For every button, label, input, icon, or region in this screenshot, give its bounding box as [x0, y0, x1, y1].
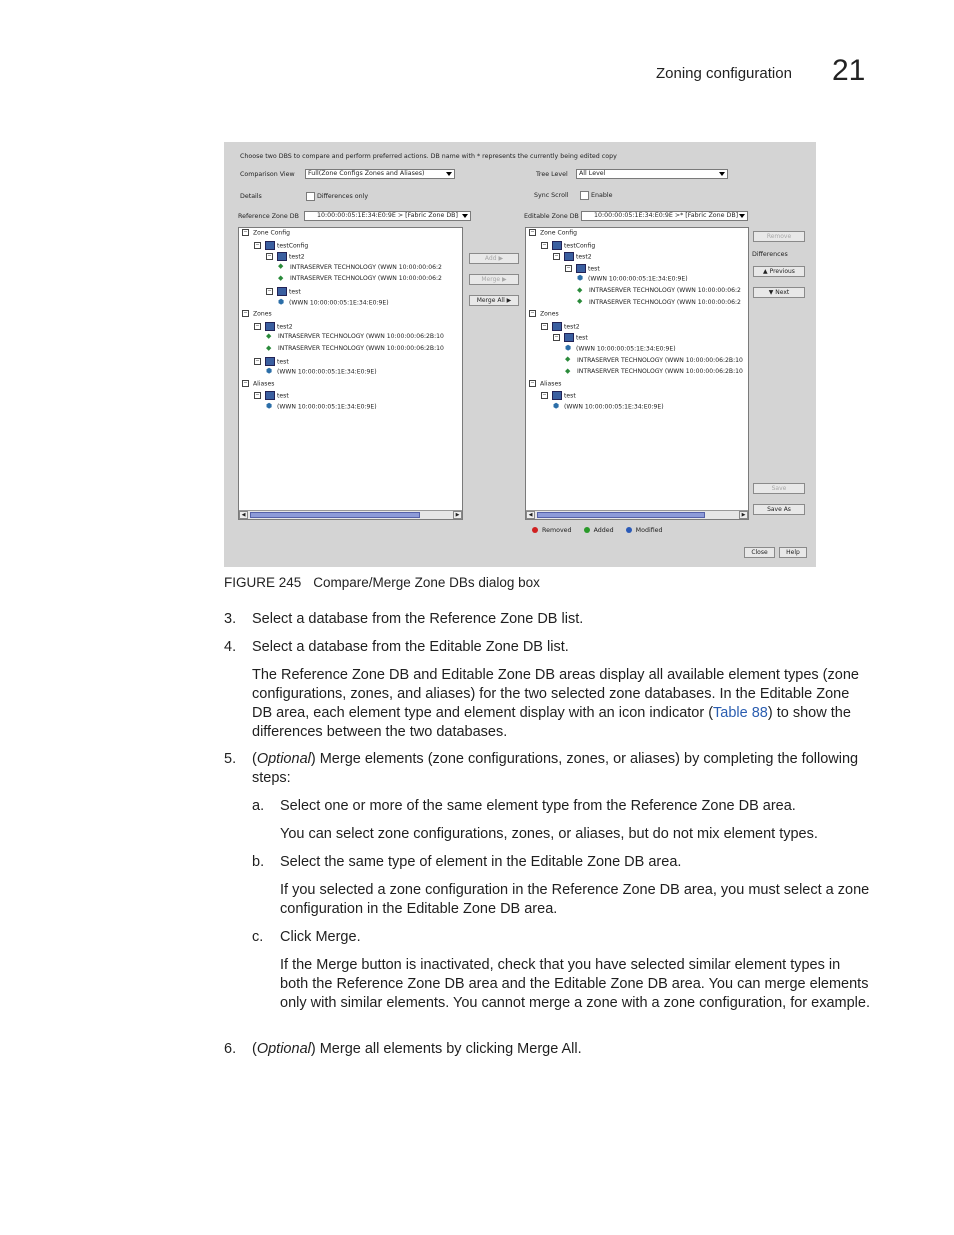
differences-only-label: Differences only	[317, 193, 369, 200]
reference-zone-tree[interactable]	[238, 227, 463, 520]
tree-node-label: (WWN 10:00:00:05:1E:34:E0:9E)	[277, 403, 377, 411]
collapse-icon[interactable]: −	[530, 379, 535, 386]
tree-node[interactable]	[254, 391, 289, 401]
port-icon: ⬢	[565, 344, 572, 352]
tree-node[interactable]	[254, 322, 293, 332]
tree-node-label: testConfig	[277, 242, 309, 250]
tree-node-label: test	[564, 392, 576, 400]
add-button[interactable]: Add ▶	[469, 253, 519, 264]
tree-node-label: Zones	[540, 310, 559, 318]
merge-all-button[interactable]: Merge All ▶	[469, 295, 519, 306]
tree-node[interactable]	[266, 287, 301, 297]
legend-added: Added	[593, 527, 614, 534]
figure-number: FIGURE 245	[224, 575, 302, 590]
differences-label: Differences	[752, 251, 788, 258]
scroll-left-icon[interactable]: ◀	[239, 511, 248, 519]
tree-node[interactable]	[577, 275, 688, 284]
collapse-icon[interactable]: −	[566, 264, 571, 271]
tree-node-label: Zones	[253, 310, 272, 318]
tree-node[interactable]	[529, 310, 559, 319]
tree-node-label: test	[576, 334, 588, 342]
step-4: Select a database from the Editable Zone DB list.	[252, 639, 569, 655]
editable-zone-db-label: Editable Zone DB	[524, 213, 579, 220]
device-icon: ◆	[278, 273, 284, 282]
zone-icon	[552, 391, 562, 400]
tree-node-label: INTRASERVER TECHNOLOGY (WWN 10:00:00:06:2B:10	[278, 333, 444, 341]
step-3: Select a database from the Reference Zone DB list.	[252, 611, 584, 627]
port-icon: ⬢	[266, 367, 273, 376]
tree-node-label: INTRASERVER TECHNOLOGY (WWN 10:00:00:06:2	[290, 275, 442, 283]
reference-tree-scrollbar[interactable]	[239, 510, 462, 519]
tree-node[interactable]	[278, 264, 442, 272]
editable-zone-db-select[interactable]	[581, 211, 748, 221]
editable-zone-db-value: 10:00:00:05:1E:34:E0:9E >* [Fabric Zone DB]	[594, 212, 739, 219]
step-b-note: If you selected a zone configuration in the Reference Zone DB area, you must select a zone configuration in the Editable Zone DB area.	[280, 882, 870, 917]
scroll-left-icon[interactable]: ◀	[526, 511, 535, 519]
tree-node[interactable]	[553, 252, 592, 262]
chevron-down-icon	[739, 214, 745, 218]
tree-node-label: INTRASERVER TECHNOLOGY (WWN 10:00:00:06:2	[589, 298, 741, 306]
tree-node[interactable]	[577, 287, 741, 295]
description-paragraph: The Reference Zone DB and Editable Zone DB areas display all available element types (zone configurations, zones, and aliases) for the two selected zone databases. In the Editable Zone DB area, each element type and element display with an icon indicator (Table 88) to show the differences between the two databases.	[252, 667, 859, 740]
tree-node[interactable]	[266, 252, 305, 262]
merge-button[interactable]: Merge ▶	[469, 274, 519, 285]
tree-node[interactable]	[254, 241, 308, 251]
reference-zone-db-value: 10:00:00:05:1E:34:E0:9E > [Fabric Zone DB]	[317, 212, 458, 219]
scroll-thumb[interactable]	[537, 512, 705, 518]
device-icon: ◆	[266, 331, 272, 340]
collapse-icon[interactable]: −	[267, 253, 272, 260]
table-88-link[interactable]: Table 88	[713, 705, 768, 721]
device-icon: ◆	[577, 297, 583, 306]
tree-node-label: Aliases	[540, 380, 562, 388]
step-c-number: c.	[252, 929, 264, 945]
collapse-icon[interactable]: −	[267, 288, 272, 294]
tree-node[interactable]	[242, 380, 274, 389]
tree-node-label: INTRASERVER TECHNOLOGY (WWN 10:00:00:06:2	[589, 287, 741, 294]
collapse-icon[interactable]: −	[530, 229, 535, 235]
tree-node[interactable]	[266, 345, 444, 353]
legend-modified: Modified	[635, 527, 663, 534]
tree-node-label: test	[277, 358, 289, 366]
zone-icon	[564, 252, 574, 261]
tree-node-label: test2	[277, 323, 293, 331]
tree-node-label: Aliases	[253, 380, 275, 388]
enable-label: Enable	[591, 192, 613, 199]
comparison-view-label: Comparison View	[240, 171, 295, 178]
tree-node-label: test2	[289, 253, 305, 261]
device-icon: ◆	[565, 366, 571, 375]
figure-title: Compare/Merge Zone DBs dialog box	[313, 575, 540, 590]
collapse-icon[interactable]: −	[255, 357, 260, 364]
ui-term: Editable Zone DB	[429, 639, 543, 655]
scroll-right-icon[interactable]: ▶	[739, 511, 748, 519]
modified-icon	[626, 527, 632, 533]
collapse-icon[interactable]: −	[554, 334, 559, 341]
editable-zone-tree[interactable]	[525, 227, 749, 520]
zone-icon	[265, 357, 275, 366]
tree-level-label: Tree Level	[536, 171, 568, 178]
collapse-icon[interactable]: −	[542, 322, 547, 329]
tree-node-label: test2	[576, 253, 592, 261]
tree-node[interactable]	[577, 299, 741, 307]
tree-node-label: (WWN 10:00:00:05:1E:34:E0:9E)	[564, 403, 664, 411]
compare-merge-dialog	[224, 142, 816, 567]
tree-level-value: All Level	[579, 170, 606, 177]
legend-removed: Removed	[542, 527, 572, 534]
tree-node-label: INTRASERVER TECHNOLOGY (WWN 10:00:00:06:2B:10	[278, 345, 444, 352]
chapter-number: 21	[832, 54, 866, 87]
step-6-number: 6.	[224, 1041, 237, 1057]
device-icon: ◆	[565, 355, 571, 364]
dialog-instruction: Choose two DBS to compare and perform preferred actions. DB name with * represents the currently being edited copy	[240, 153, 617, 160]
tree-node[interactable]	[529, 380, 561, 389]
step-b-number: b.	[252, 854, 265, 870]
tree-node[interactable]	[553, 333, 588, 343]
tree-node-label: Zone Config	[540, 229, 578, 237]
tree-node-label: Zone Config	[253, 229, 291, 237]
sync-scroll-checkbox[interactable]	[580, 191, 589, 200]
tree-node-label: INTRASERVER TECHNOLOGY (WWN 10:00:00:06:2B:10	[577, 368, 743, 376]
tree-node[interactable]	[266, 333, 444, 341]
collapse-icon[interactable]: −	[243, 379, 248, 386]
collapse-icon[interactable]: −	[530, 310, 535, 317]
tree-node[interactable]	[541, 241, 595, 251]
tree-node[interactable]	[254, 357, 289, 367]
zone-icon	[265, 391, 275, 400]
tree-node[interactable]	[242, 229, 290, 238]
tree-node[interactable]	[278, 275, 442, 283]
zone-icon	[277, 252, 287, 261]
legend	[532, 527, 663, 534]
step-c-note: If the Merge button is inactivated, check that you have selected similar element types in both the Reference Zone DB area and the Editable Zone DB area. You can merge elements only with similar elements. You cannot merge a zone with a zone configuration, for example.	[280, 957, 870, 1011]
device-icon: ◆	[266, 343, 272, 352]
remove-button[interactable]: Remove	[753, 231, 805, 242]
close-button[interactable]: Close	[744, 547, 775, 558]
collapse-icon[interactable]: −	[243, 310, 248, 317]
tree-node-label: test	[277, 392, 289, 400]
zone-config-icon	[552, 241, 562, 250]
collapse-icon[interactable]: −	[243, 229, 248, 235]
device-icon: ◆	[278, 262, 284, 271]
port-icon: ⬢	[553, 402, 560, 410]
help-button[interactable]: Help	[779, 547, 807, 558]
tree-node-label: INTRASERVER TECHNOLOGY (WWN 10:00:00:06:2	[290, 263, 442, 271]
tree-node[interactable]	[266, 403, 377, 412]
step-a: Select one or more of the same element type from the Reference Zone DB area.	[280, 798, 796, 814]
tree-node[interactable]	[278, 299, 389, 308]
collapse-icon[interactable]: −	[554, 253, 559, 260]
next-button[interactable]: ▼ Next	[753, 287, 805, 298]
comparison-view-value: Full(Zone Configs Zones and Aliases)	[308, 170, 425, 177]
step-a-number: a.	[252, 798, 265, 814]
tree-node[interactable]	[565, 368, 743, 376]
section-title: Zoning configuration	[656, 65, 792, 82]
sync-scroll-label: Sync Scroll	[534, 192, 569, 199]
device-icon: ◆	[577, 285, 583, 294]
tree-node-label: test	[588, 265, 600, 273]
step-b: Select the same type of element in the Editable Zone DB area.	[280, 854, 682, 870]
scroll-thumb[interactable]	[250, 512, 420, 518]
zone-icon	[576, 264, 586, 273]
tree-node-label: (WWN 10:00:00:05:1E:34:E0:9E)	[289, 299, 389, 307]
step-4-number: 4.	[224, 639, 237, 655]
zone-icon	[265, 322, 275, 331]
tree-node-label: test2	[564, 323, 580, 331]
tree-level-select[interactable]	[576, 169, 728, 179]
step-c: Click Merge.	[280, 929, 361, 945]
collapse-icon[interactable]: −	[255, 322, 260, 329]
tree-node-label: testConfig	[564, 242, 596, 250]
tree-node[interactable]	[529, 229, 577, 238]
differences-only-checkbox[interactable]	[306, 192, 315, 201]
step-a-note: You can select zone configurations, zones, or aliases, but do not mix element types.	[280, 826, 818, 842]
step-6: (Optional) Merge all elements by clicking Merge All.	[252, 1041, 582, 1057]
tree-node-label: test	[289, 288, 301, 296]
collapse-icon[interactable]: −	[542, 241, 547, 248]
port-icon: ⬢	[577, 274, 584, 283]
collapse-icon[interactable]: −	[255, 241, 260, 248]
tree-node[interactable]	[565, 357, 743, 365]
step-5: (Optional) Merge elements (zone configurations, zones, or aliases) by completing the following steps:	[252, 751, 859, 786]
tree-node[interactable]	[541, 391, 576, 401]
zone-icon	[564, 333, 574, 342]
tree-node-label: (WWN 10:00:00:05:1E:34:E0:9E)	[576, 345, 676, 353]
tree-node[interactable]	[553, 403, 664, 412]
step-5-number: 5.	[224, 751, 237, 767]
zone-config-icon	[265, 241, 275, 250]
figure-caption	[224, 575, 540, 590]
save-as-button[interactable]: Save As	[753, 504, 805, 515]
comparison-view-select[interactable]	[305, 169, 455, 179]
collapse-icon[interactable]: −	[255, 392, 260, 399]
tree-node-label: INTRASERVER TECHNOLOGY (WWN 10:00:00:06:2B:10	[577, 356, 743, 364]
collapse-icon[interactable]: −	[542, 392, 547, 399]
details-label: Details	[240, 193, 262, 200]
port-icon: ⬢	[266, 402, 273, 410]
tree-node[interactable]	[565, 345, 676, 354]
zone-icon	[277, 287, 287, 296]
chevron-down-icon	[719, 172, 725, 176]
added-icon	[584, 527, 590, 533]
chevron-down-icon	[462, 214, 468, 218]
previous-button[interactable]: ▲ Previous	[753, 266, 805, 277]
editable-tree-scrollbar[interactable]	[526, 510, 748, 519]
chevron-down-icon	[446, 172, 452, 176]
tree-node-label: (WWN 10:00:00:05:1E:34:E0:9E)	[277, 368, 377, 376]
scroll-right-icon[interactable]: ▶	[453, 511, 462, 519]
reference-zone-db-select[interactable]	[304, 211, 471, 221]
tree-node[interactable]	[541, 322, 580, 332]
reference-zone-db-label: Reference Zone DB	[238, 213, 299, 220]
save-button[interactable]: Save	[753, 483, 805, 494]
removed-icon	[532, 527, 538, 533]
step-3-number: 3.	[224, 611, 237, 627]
tree-node[interactable]	[242, 310, 272, 319]
tree-node[interactable]	[565, 264, 600, 274]
zone-icon	[552, 322, 562, 331]
port-icon: ⬢	[278, 297, 285, 306]
ui-term: Reference Zone DB	[429, 611, 558, 627]
tree-node[interactable]	[266, 368, 377, 377]
tree-node-label: (WWN 10:00:00:05:1E:34:E0:9E)	[588, 275, 688, 283]
